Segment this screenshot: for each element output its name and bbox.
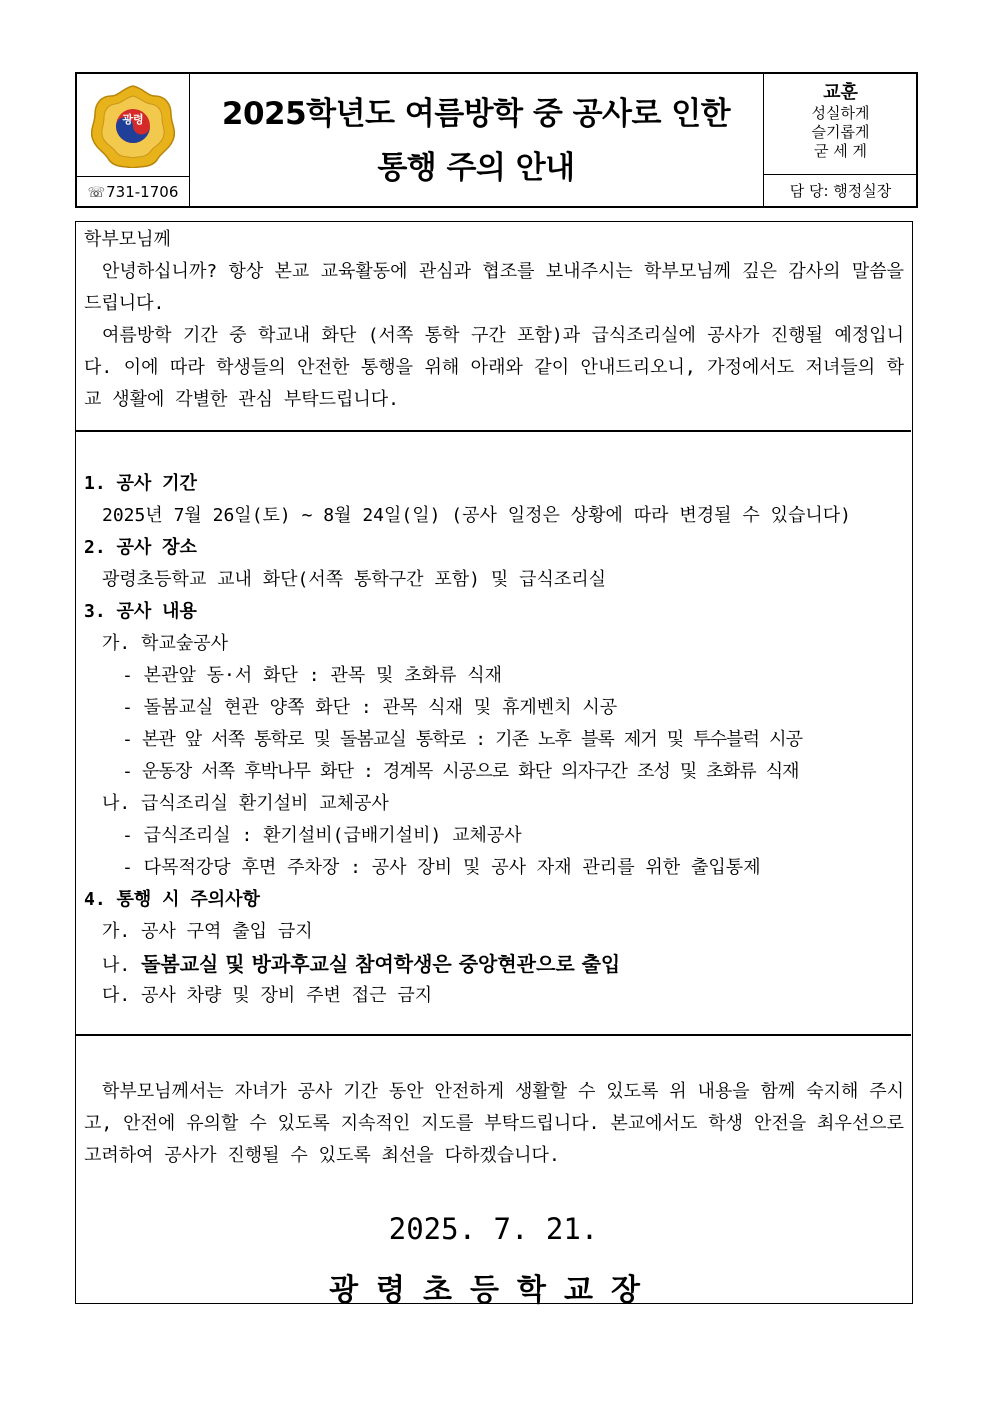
logo-text: 광령 [122,113,144,126]
school-emblem-icon [91,82,175,168]
document-body [75,221,913,1308]
section-3b-label: 나. 급식조리실 환기설비 교체공사 [102,793,389,814]
intro-paragraph-1: 안녕하십니까? 항상 본교 교육활동에 관심과 협조를 보내주시는 학부모님께 깊은 감사의 말씀을 드립니다. [84,261,904,314]
principal-signature: 광령초등학교장 [329,1273,658,1308]
header-left-cell [77,74,190,208]
caution-item: 가. 공사 구역 출입 금지 [102,921,313,942]
section-4-title: 4. 통행 시 주의사항 [84,889,260,910]
list-item: - 본관 앞 서쪽 통학로 및 돌봄교실 통학로 : 기존 노후 블록 제거 및 투수블럭 시공 [122,729,803,750]
motto-line: 굳 세 게 [813,142,867,160]
list-item: - 운동장 서쪽 후박나무 화단 : 경계목 시공으로 화단 의자구간 조성 및 초화류 식재 [122,761,799,782]
section-3a-label: 가. 학교숲공사 [102,633,229,654]
document-title [190,74,762,208]
caution-item-emphasis [102,948,922,982]
list-item: - 본관앞 동·서 화단 : 관목 및 초화류 식재 [122,665,503,686]
section-2-body: 광령초등학교 교내 화단(서쪽 통학구간 포함) 및 급식조리실 [102,569,607,590]
header-right-cell [763,74,917,208]
section-3-title: 3. 공사 내용 [84,601,197,622]
title-line-1: 2025학년도 여름방학 중 공사로 인한 [221,96,731,132]
section-1-body: 2025년 7월 26일(토) ~ 8월 24일(일) (공사 일정은 상황에 따라 변경될 수 있습니다) [102,505,851,526]
list-item: - 돌봄교실 현관 양쪽 화단 : 관목 식재 및 휴게벤치 시공 [122,697,618,718]
divider [76,430,911,432]
manager-label: 담 당: 행정실장 [789,182,892,200]
caution-prefix: 나. [102,955,142,976]
school-motto [764,74,917,175]
telephone-icon: ☏ [87,185,106,201]
school-logo [77,74,189,177]
list-item: - 다목적강당 후면 주차장 : 공사 장비 및 공사 자재 관리를 위한 출입통제 [122,857,761,878]
motto-title: 교훈 [823,82,858,103]
intro-paragraph-2: 여름방학 기간 중 학교내 화단 (서쪽 통학 구간 포함)과 급식조리실에 공사가 진행될 예정입니다. 이에 따라 학생들의 안전한 통행을 위해 아래와 같이 안내드리오니, 가정에서도 저녀들의 학교 생활에 각별한 관심 부탁드립니다. [84,325,904,410]
caution-bold-text: 돌봄교실 및 방과후교실 참여학생은 중앙현관으로 출입 [141,952,621,976]
document-header [75,72,918,208]
section-1-title: 1. 공사 기간 [84,473,197,494]
motto-line: 슬기롭게 [811,123,870,141]
closing-paragraph: 학부모님께서는 자녀가 공사 기간 동안 안전하게 생활할 수 있도록 위 내용을 함께 숙지해 주시고, 안전에 유의할 수 있도록 지속적인 지도를 부탁드립니다. 본교에서도 학생 안전을 최우선으로 고려하여 공사가 진행될 수 있도록 최선을 다하겠습니다. [84,1081,904,1166]
phone-number [77,177,189,208]
motto-line: 성실하게 [811,104,870,122]
phone-text: 731-1706 [106,183,179,201]
greeting: 학부모님께 [84,229,171,250]
caution-item: 다. 공사 차량 및 장비 주변 접근 금지 [102,985,433,1006]
list-item: - 급식조리실 : 환기설비(급배기설비) 교체공사 [122,825,522,846]
section-2-title: 2. 공사 장소 [84,537,197,558]
title-line-2: 통행 주의 안내 [377,150,575,186]
document-date: 2025. 7. 21. [388,1212,599,1246]
divider [76,1034,911,1036]
